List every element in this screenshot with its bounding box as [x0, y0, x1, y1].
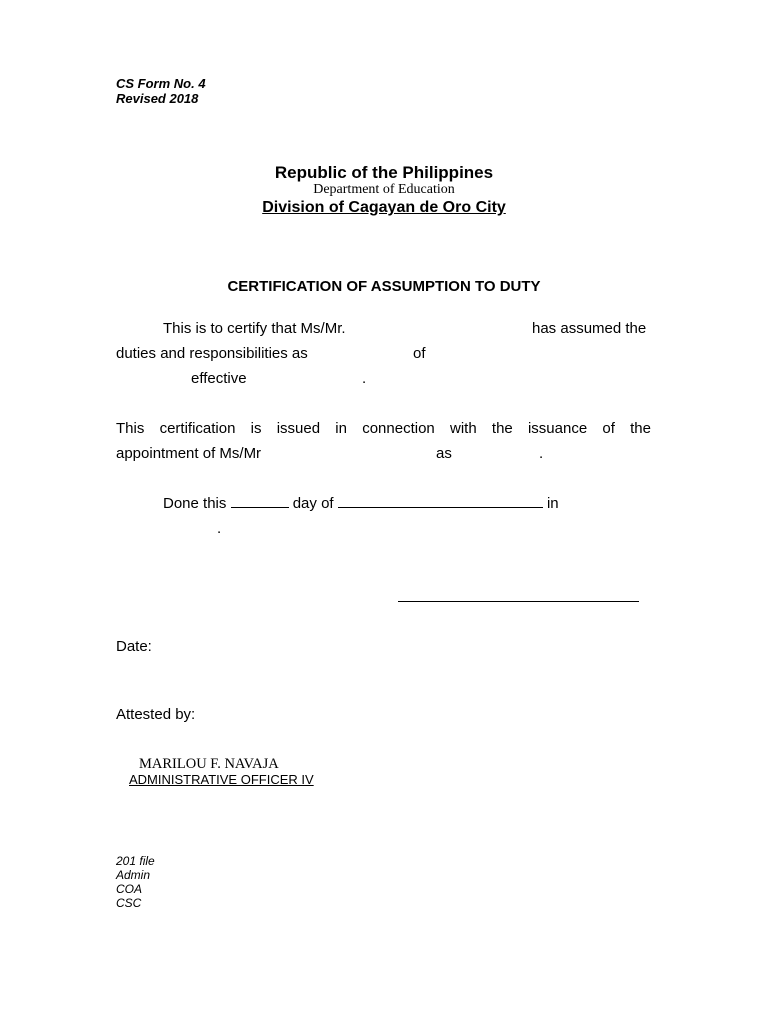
- p1-line1-right: has assumed the: [532, 320, 647, 337]
- form-revision: Revised 2018: [116, 91, 199, 106]
- list-item: Admin: [116, 868, 151, 882]
- done-this-label: Done this: [163, 495, 227, 512]
- form-number: CS Form No. 4: [116, 76, 206, 91]
- p1-line3-left: effective: [191, 370, 247, 387]
- p1-line1-left: This is to certify that Ms/Mr.: [163, 320, 346, 337]
- in-label: in: [546, 495, 559, 512]
- list-item: COA: [116, 882, 143, 896]
- p1-line3-period: .: [362, 370, 367, 387]
- document-title: CERTIFICATION OF ASSUMPTION TO DUTY: [227, 278, 541, 295]
- list-item: 201 file: [116, 854, 155, 868]
- day-of-label: day of: [292, 495, 334, 512]
- p2-line2-left: appointment of Ms/Mr: [116, 445, 262, 462]
- p1-line2-left: duties and responsibilities as: [116, 345, 308, 362]
- copy-furnished-list: [116, 854, 155, 910]
- list-item: CSC: [116, 896, 142, 910]
- p1-line2-right: of: [413, 345, 426, 362]
- p2-line2-as: as: [436, 445, 452, 462]
- signature-line[interactable]: [398, 601, 639, 602]
- form-number-block: [116, 76, 206, 106]
- p2-line1: This certification is issued in connection with the issuance of the: [116, 420, 651, 437]
- done-this-line: [163, 491, 559, 516]
- department-heading: Department of Education: [313, 182, 455, 197]
- done-this-period: .: [217, 520, 222, 537]
- division-heading: Division of Cagayan de Oro City: [262, 199, 506, 216]
- date-label: Date:: [116, 638, 152, 655]
- day-blank[interactable]: [231, 494, 289, 508]
- p2-line2-period: .: [539, 445, 544, 462]
- republic-heading: Republic of the Philippines: [274, 163, 494, 182]
- attested-by-label: Attested by:: [116, 706, 196, 723]
- signatory-position: ADMINISTRATIVE OFFICER IV: [129, 772, 314, 787]
- month-year-blank[interactable]: [338, 494, 543, 508]
- signatory-name: MARILOU F. NAVAJA: [139, 756, 279, 772]
